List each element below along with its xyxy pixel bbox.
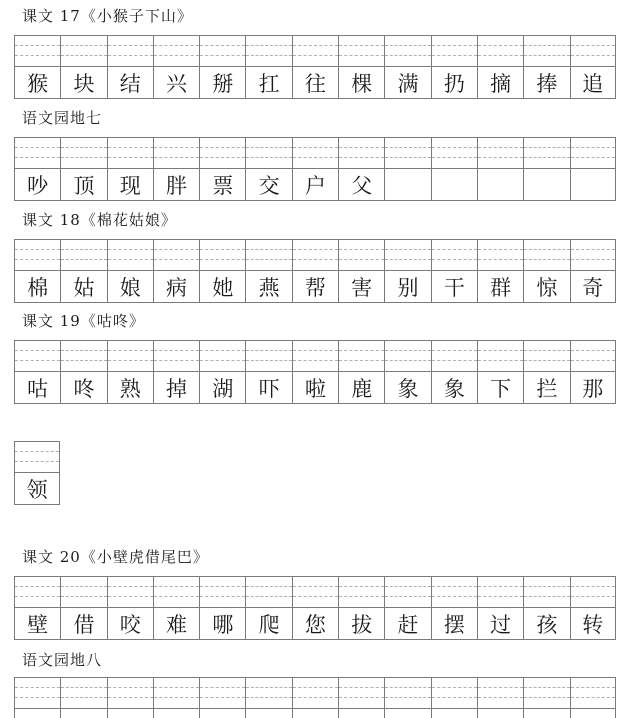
grid-cell <box>199 340 245 404</box>
hanzi-char: 兴 <box>166 71 188 96</box>
pinyin-area <box>524 36 569 67</box>
pinyin-area <box>478 36 523 67</box>
hanzi-char: 娘 <box>119 275 141 300</box>
pinyin-area <box>432 341 477 372</box>
hanzi-char <box>61 709 106 718</box>
pinyin-area <box>246 678 291 709</box>
hanzi-char: 胖 <box>166 173 188 198</box>
lesson-heading: 课文 18《棉花姑娘》 <box>22 211 177 229</box>
grid-cell <box>523 137 569 201</box>
writing-grid <box>14 340 616 404</box>
hanzi-char: 拦 <box>536 376 558 401</box>
hanzi-char: 掉 <box>166 376 188 401</box>
hanzi-char: 交 <box>258 173 280 198</box>
pinyin-area <box>385 138 430 169</box>
grid-cell <box>245 137 291 201</box>
hanzi-char <box>571 709 615 718</box>
hanzi-char: 孩 <box>536 612 558 637</box>
hanzi-char: 摆 <box>443 612 465 637</box>
hanzi-char: 帮 <box>304 275 326 300</box>
pinyin-area <box>339 341 384 372</box>
hanzi-char: 壁 <box>27 612 49 637</box>
writing-grid <box>14 677 616 718</box>
hanzi-char: 咬 <box>119 612 141 637</box>
writing-grid <box>14 441 60 505</box>
grid-cell <box>292 137 338 201</box>
grid-cell <box>245 239 291 303</box>
grid-cell <box>477 137 523 201</box>
pinyin-area <box>246 138 291 169</box>
grid-cell <box>477 576 523 640</box>
grid-cell <box>431 239 477 303</box>
hanzi-char: 拔 <box>351 612 373 637</box>
lesson-heading: 课文 19《咕咚》 <box>22 312 145 330</box>
pinyin-area <box>571 577 615 608</box>
pinyin-area <box>432 138 477 169</box>
grid-cell <box>431 677 477 718</box>
pinyin-area <box>200 341 245 372</box>
hanzi-char: 领 <box>26 477 48 502</box>
hanzi-char: 她 <box>212 275 234 300</box>
grid-cell <box>107 35 153 99</box>
grid-cell <box>153 576 199 640</box>
grid-cell <box>384 35 430 99</box>
grid-cell <box>431 576 477 640</box>
pinyin-area <box>154 341 199 372</box>
grid-cell <box>523 576 569 640</box>
pinyin-area <box>385 341 430 372</box>
grid-cell <box>153 35 199 99</box>
pinyin-area <box>385 240 430 271</box>
pinyin-area <box>154 678 199 709</box>
pinyin-area <box>200 36 245 67</box>
pinyin-area <box>478 678 523 709</box>
hanzi-char <box>108 709 153 718</box>
hanzi-char: 捧 <box>536 71 558 96</box>
grid-cell <box>570 677 616 718</box>
hanzi-char: 燕 <box>258 275 280 300</box>
pinyin-area <box>293 36 338 67</box>
writing-grid <box>14 239 616 303</box>
grid-cell <box>245 576 291 640</box>
pinyin-area <box>339 138 384 169</box>
grid-cell <box>14 576 60 640</box>
grid-cell <box>60 239 106 303</box>
hanzi-char: 转 <box>582 612 604 637</box>
pinyin-area <box>154 577 199 608</box>
pinyin-area <box>61 240 106 271</box>
pinyin-area <box>524 240 569 271</box>
grid-cell <box>292 576 338 640</box>
hanzi-char: 吵 <box>27 173 49 198</box>
hanzi-char: 满 <box>397 71 419 96</box>
grid-cell <box>523 239 569 303</box>
hanzi-char: 害 <box>351 275 373 300</box>
grid-cell <box>338 137 384 201</box>
grid-cell <box>477 340 523 404</box>
hanzi-char <box>478 169 523 200</box>
pinyin-area <box>524 577 569 608</box>
hanzi-char: 啦 <box>304 376 326 401</box>
hanzi-char: 爬 <box>258 612 280 637</box>
lesson-heading: 语文园地八 <box>22 651 103 669</box>
grid-cell <box>199 239 245 303</box>
hanzi-char: 结 <box>119 71 141 96</box>
grid-cell <box>14 441 60 505</box>
hanzi-char: 象 <box>443 376 465 401</box>
pinyin-area <box>154 36 199 67</box>
grid-cell <box>384 340 430 404</box>
grid-cell <box>199 137 245 201</box>
pinyin-area <box>524 678 569 709</box>
hanzi-char: 别 <box>397 275 419 300</box>
grid-cell <box>338 239 384 303</box>
pinyin-area <box>200 577 245 608</box>
hanzi-char: 干 <box>443 275 465 300</box>
hanzi-char: 咚 <box>73 376 95 401</box>
hanzi-char <box>571 169 615 200</box>
grid-cell <box>14 239 60 303</box>
pinyin-area <box>339 678 384 709</box>
grid-cell <box>384 239 430 303</box>
grid-cell <box>338 340 384 404</box>
hanzi-char: 咕 <box>27 376 49 401</box>
pinyin-area <box>15 240 60 271</box>
grid-cell <box>153 137 199 201</box>
pinyin-area <box>524 341 569 372</box>
grid-cell <box>477 677 523 718</box>
hanzi-char: 票 <box>212 173 234 198</box>
pinyin-area <box>385 678 430 709</box>
grid-cell <box>523 35 569 99</box>
grid-cell <box>292 677 338 718</box>
pinyin-area <box>15 36 60 67</box>
hanzi-char: 奇 <box>582 275 604 300</box>
grid-cell <box>292 239 338 303</box>
pinyin-area <box>61 678 106 709</box>
writing-grid <box>14 576 616 640</box>
pinyin-area <box>61 341 106 372</box>
hanzi-char: 掰 <box>212 71 234 96</box>
pinyin-area <box>571 138 615 169</box>
hanzi-char <box>478 709 523 718</box>
hanzi-char: 您 <box>304 612 326 637</box>
hanzi-char: 惊 <box>536 275 558 300</box>
grid-cell <box>107 576 153 640</box>
pinyin-area <box>293 240 338 271</box>
hanzi-char <box>200 709 245 718</box>
hanzi-char: 顶 <box>73 173 95 198</box>
hanzi-char: 吓 <box>258 376 280 401</box>
pinyin-area <box>246 36 291 67</box>
lesson-heading: 语文园地七 <box>22 109 103 127</box>
grid-cell <box>199 576 245 640</box>
grid-cell <box>60 576 106 640</box>
pinyin-area <box>246 577 291 608</box>
grid-cell <box>384 677 430 718</box>
pinyin-area <box>432 36 477 67</box>
pinyin-area <box>108 577 153 608</box>
hanzi-char <box>524 169 569 200</box>
pinyin-area <box>293 341 338 372</box>
pinyin-area <box>246 240 291 271</box>
grid-cell <box>338 677 384 718</box>
writing-grid <box>14 137 616 201</box>
hanzi-char <box>385 709 430 718</box>
hanzi-char: 扛 <box>258 71 280 96</box>
pinyin-area <box>154 240 199 271</box>
pinyin-area <box>571 36 615 67</box>
pinyin-area <box>108 678 153 709</box>
grid-cell <box>107 137 153 201</box>
hanzi-char: 鹿 <box>351 376 373 401</box>
pinyin-area <box>200 240 245 271</box>
grid-cell <box>14 677 60 718</box>
pinyin-area <box>15 577 60 608</box>
grid-cell <box>199 35 245 99</box>
pinyin-area <box>15 678 60 709</box>
hanzi-char: 哪 <box>212 612 234 637</box>
pinyin-area <box>478 341 523 372</box>
hanzi-char <box>246 709 291 718</box>
pinyin-area <box>61 577 106 608</box>
grid-cell <box>431 340 477 404</box>
hanzi-char: 追 <box>582 71 604 96</box>
grid-cell <box>523 340 569 404</box>
grid-cell <box>570 340 616 404</box>
grid-cell <box>477 35 523 99</box>
hanzi-char: 现 <box>119 173 141 198</box>
grid-cell <box>523 677 569 718</box>
pinyin-area <box>200 678 245 709</box>
lesson-heading: 课文 17《小猴子下山》 <box>22 7 193 25</box>
pinyin-area <box>432 577 477 608</box>
pinyin-area <box>339 36 384 67</box>
hanzi-char: 摘 <box>490 71 512 96</box>
pinyin-area <box>339 240 384 271</box>
grid-cell <box>338 576 384 640</box>
hanzi-char: 扔 <box>443 71 465 96</box>
grid-cell <box>153 239 199 303</box>
hanzi-char <box>339 709 384 718</box>
grid-cell <box>60 35 106 99</box>
hanzi-char: 父 <box>351 173 373 198</box>
hanzi-char <box>293 709 338 718</box>
hanzi-char: 那 <box>582 376 604 401</box>
pinyin-area <box>108 240 153 271</box>
pinyin-area <box>571 341 615 372</box>
pinyin-area <box>61 138 106 169</box>
pinyin-area <box>339 577 384 608</box>
grid-cell <box>14 137 60 201</box>
hanzi-char: 过 <box>490 612 512 637</box>
hanzi-char: 难 <box>166 612 188 637</box>
pinyin-area <box>108 341 153 372</box>
grid-cell <box>107 677 153 718</box>
grid-cell <box>384 137 430 201</box>
pinyin-area <box>478 138 523 169</box>
grid-cell <box>384 576 430 640</box>
hanzi-char: 群 <box>490 275 512 300</box>
pinyin-area <box>15 138 60 169</box>
hanzi-char: 户 <box>304 173 326 198</box>
grid-cell <box>570 35 616 99</box>
pinyin-area <box>15 341 60 372</box>
hanzi-char <box>154 709 199 718</box>
grid-cell <box>477 239 523 303</box>
grid-cell <box>60 340 106 404</box>
hanzi-char: 湖 <box>212 376 234 401</box>
hanzi-char: 姑 <box>73 275 95 300</box>
pinyin-area <box>246 341 291 372</box>
grid-cell <box>14 35 60 99</box>
grid-cell <box>431 35 477 99</box>
hanzi-char: 棉 <box>27 275 49 300</box>
pinyin-area <box>432 240 477 271</box>
pinyin-area <box>478 240 523 271</box>
pinyin-area <box>524 138 569 169</box>
grid-cell <box>107 340 153 404</box>
grid-cell <box>60 677 106 718</box>
hanzi-char: 熟 <box>119 376 141 401</box>
pinyin-area <box>15 442 59 473</box>
hanzi-char: 病 <box>166 275 188 300</box>
hanzi-char: 下 <box>490 376 512 401</box>
grid-cell <box>153 340 199 404</box>
hanzi-char <box>524 709 569 718</box>
grid-cell <box>153 677 199 718</box>
pinyin-area <box>108 138 153 169</box>
hanzi-char: 块 <box>73 71 95 96</box>
grid-cell <box>60 137 106 201</box>
pinyin-area <box>385 36 430 67</box>
pinyin-area <box>478 577 523 608</box>
grid-cell <box>570 239 616 303</box>
grid-cell <box>107 239 153 303</box>
grid-cell <box>570 137 616 201</box>
grid-cell <box>245 677 291 718</box>
grid-cell <box>292 340 338 404</box>
hanzi-char: 借 <box>73 612 95 637</box>
grid-cell <box>199 677 245 718</box>
grid-cell <box>292 35 338 99</box>
pinyin-area <box>154 138 199 169</box>
grid-cell <box>431 137 477 201</box>
grid-cell <box>245 35 291 99</box>
pinyin-area <box>432 678 477 709</box>
grid-cell <box>338 35 384 99</box>
pinyin-area <box>293 138 338 169</box>
hanzi-char: 赶 <box>397 612 419 637</box>
hanzi-char: 象 <box>397 376 419 401</box>
hanzi-char <box>432 709 477 718</box>
pinyin-area <box>385 577 430 608</box>
hanzi-char: 猴 <box>27 71 49 96</box>
hanzi-char <box>15 709 60 718</box>
grid-cell <box>245 340 291 404</box>
pinyin-area <box>108 36 153 67</box>
pinyin-area <box>293 577 338 608</box>
writing-grid <box>14 35 616 99</box>
grid-cell <box>570 576 616 640</box>
hanzi-char: 往 <box>304 71 326 96</box>
pinyin-area <box>200 138 245 169</box>
lesson-heading: 课文 20《小壁虎借尾巴》 <box>22 548 209 566</box>
pinyin-area <box>571 678 615 709</box>
pinyin-area <box>61 36 106 67</box>
grid-cell <box>14 340 60 404</box>
hanzi-char: 棵 <box>351 71 373 96</box>
hanzi-char <box>432 169 477 200</box>
pinyin-area <box>571 240 615 271</box>
hanzi-char <box>385 169 430 200</box>
pinyin-area <box>293 678 338 709</box>
